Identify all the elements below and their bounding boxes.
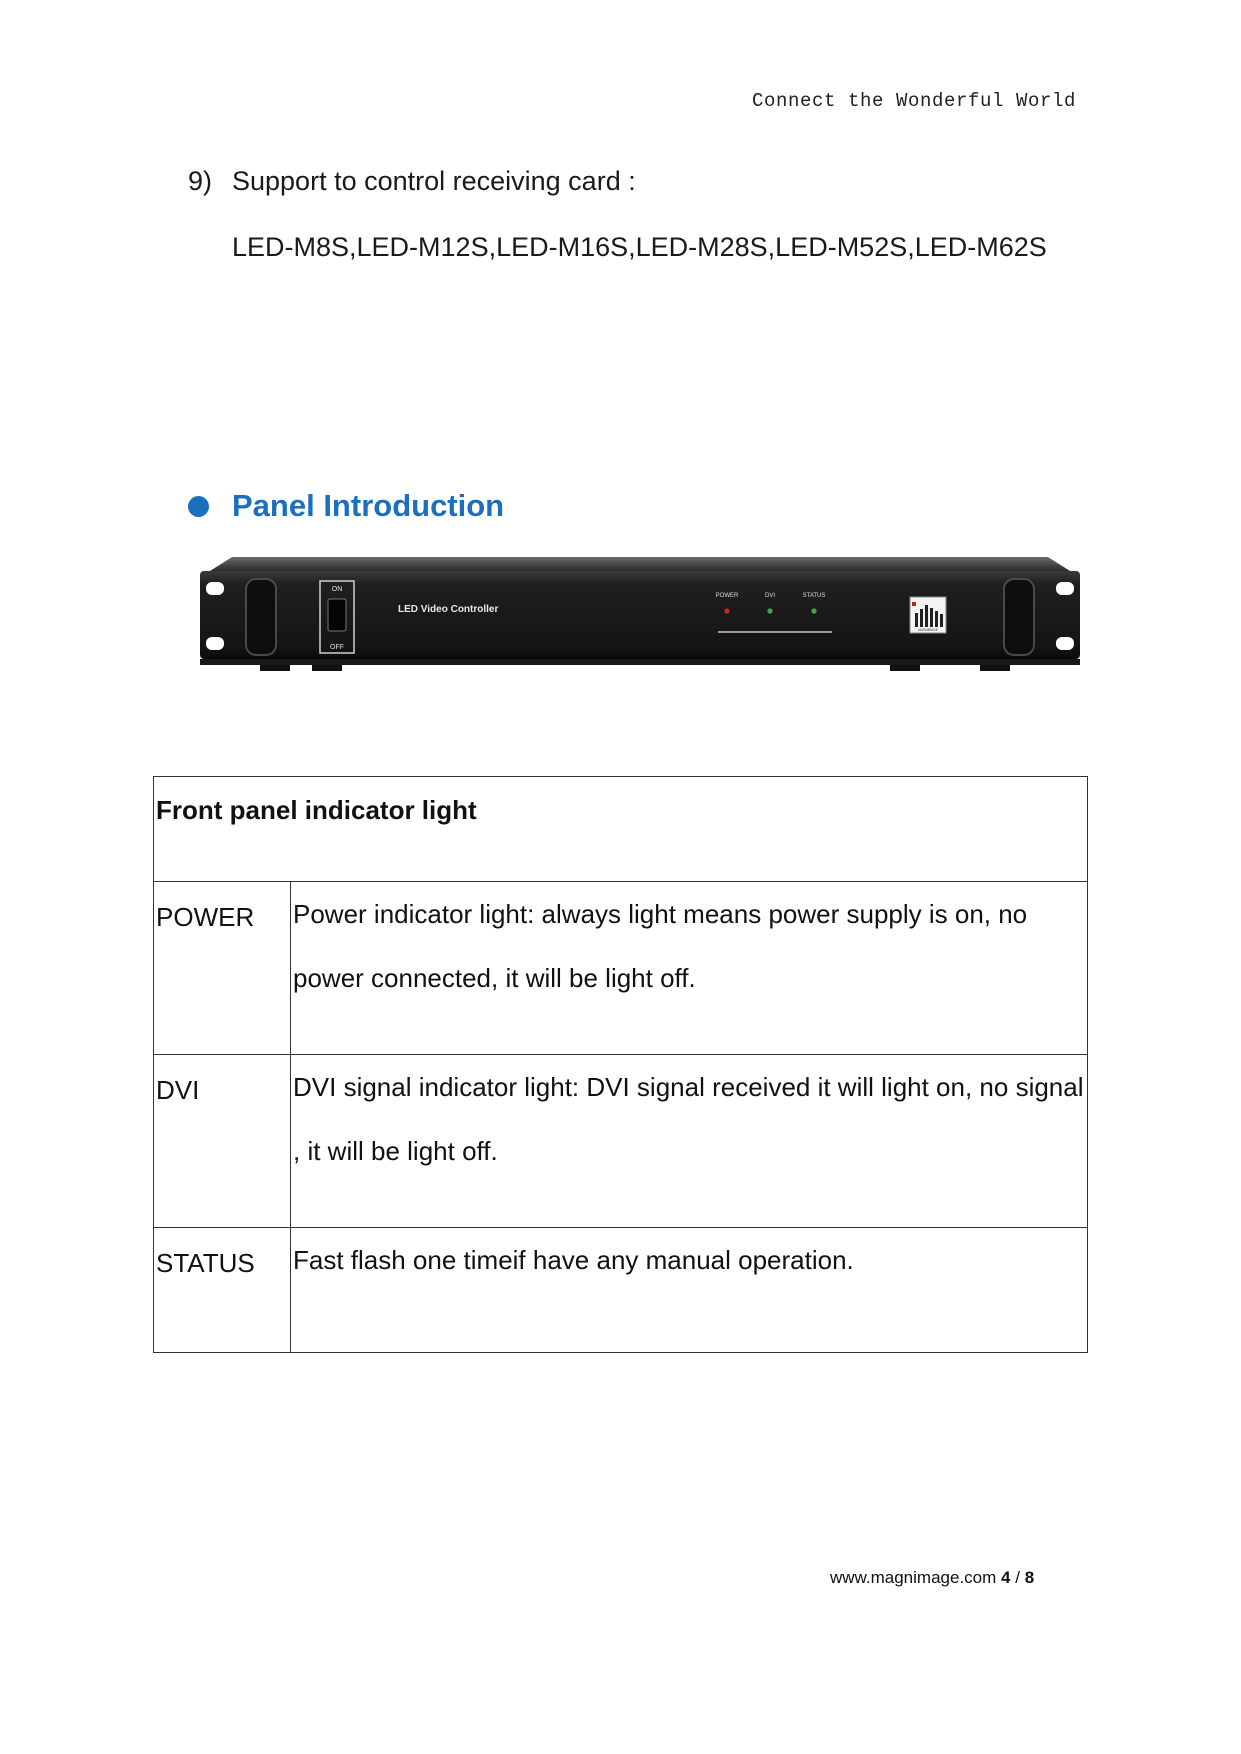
page-number: 4 bbox=[1001, 1568, 1011, 1587]
page-total: 8 bbox=[1024, 1568, 1035, 1587]
table-row bbox=[154, 1228, 1088, 1353]
page-footer bbox=[830, 1568, 1034, 1588]
led-label-status: STATUS bbox=[802, 593, 826, 599]
switch-off-label: OFF bbox=[330, 644, 344, 651]
indicator-table bbox=[153, 776, 1088, 1353]
header-tagline: Connect the Wonderful World bbox=[752, 90, 1077, 112]
device-name: LED Video Controller bbox=[398, 604, 499, 615]
row-description: Fast flash one timeif have any manual operation. bbox=[291, 1228, 1088, 1353]
led-power-icon bbox=[724, 608, 729, 613]
device-image bbox=[200, 555, 1080, 675]
row-label: DVI bbox=[154, 1055, 291, 1228]
logo-text: MAGNIMAGE bbox=[918, 628, 938, 632]
table-row bbox=[154, 882, 1088, 1055]
rack-hole-icon bbox=[1056, 637, 1074, 650]
switch-on-label: ON bbox=[331, 586, 343, 593]
device-top bbox=[210, 557, 1070, 571]
list-number: 9) bbox=[188, 166, 213, 196]
table-row bbox=[154, 1055, 1088, 1228]
rack-hole-icon bbox=[206, 637, 224, 650]
row-description: Power indicator light: always light means power supply is on, no power connected, it will be light off. bbox=[291, 882, 1088, 1055]
bullet-icon bbox=[188, 496, 209, 517]
website-link: www.magnimage.com bbox=[830, 1568, 997, 1587]
rack-hole-icon bbox=[206, 582, 224, 595]
led-dvi-icon bbox=[767, 608, 772, 613]
led-controller-illustration bbox=[200, 555, 1080, 675]
list-item-9 bbox=[188, 166, 636, 197]
list-text: Support to control receiving card : bbox=[232, 166, 636, 196]
led-label-dvi: DVI bbox=[764, 593, 776, 599]
row-label: STATUS bbox=[154, 1228, 291, 1353]
section-title: Panel Introduction bbox=[232, 488, 505, 523]
left-handle bbox=[246, 579, 276, 655]
row-label: POWER bbox=[154, 882, 291, 1055]
led-label-power: POWER bbox=[715, 593, 739, 599]
power-switch bbox=[328, 599, 346, 631]
led-status-icon bbox=[811, 608, 816, 613]
model-list: LED-M8S,LED-M12S,LED-M16S,LED-M28S,LED-M52S,LED-M62S bbox=[232, 232, 1047, 262]
section-heading bbox=[188, 488, 504, 524]
table-header-row bbox=[154, 777, 1088, 882]
right-handle bbox=[1004, 579, 1034, 655]
page-separator: / bbox=[1015, 1568, 1020, 1587]
table-heading: Front panel indicator light bbox=[154, 777, 1088, 882]
rack-hole-icon bbox=[1056, 582, 1074, 595]
row-description: DVI signal indicator light: DVI signal received it will light on, no signal , it will be light off. bbox=[291, 1055, 1088, 1228]
